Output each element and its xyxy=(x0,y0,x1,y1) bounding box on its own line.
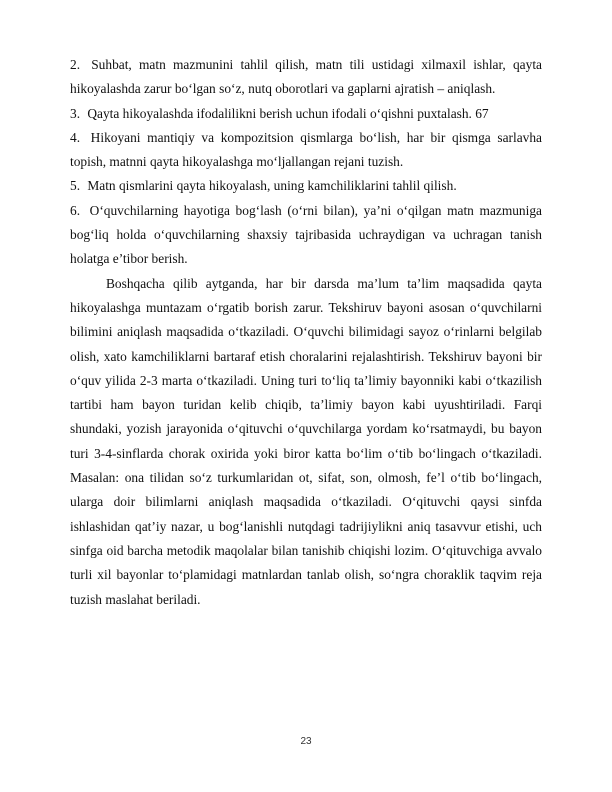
list-text: Suhbat, matn mazmunini tahlil qilish, matn tili ustidagi xilmaxil ishlar, qayta hikoyalashda zarur boʻlgan soʻz, nutq oborotlari va gaplarni ajratish – aniqlash. xyxy=(70,57,542,97)
list-item-6 xyxy=(70,199,542,272)
body-paragraph: Boshqacha qilib aytganda, har bir darsda ma’lum ta’lim maqsadida qayta hikoyalashga muntazam oʻrgatib borish zarur. Tekshiruv bayoni asosan oʻquvchilarni bilimini aniqlash maqsadida oʻtkaziladi. Oʻquvchi bilimidagi sayoz oʻrinlarni belgilab olish, xato kamchiliklarni bartaraf etish choralarini rejalashtirish. Tekshiruv bayoni bir oʻquv yilida 2-3 marta oʻtkaziladi. Uning turi toʻliq ta’limiy bayonniki kabi oʻtkazilish tartibi ham bayon turidan kelib chiqib, ta’limiy bayon kabi uyushtiriladi. Farqi shundaki, yozish jarayonida oʻqituvchi oʻquvchilarga yordam koʻrsatmaydi, bu bayon turi 3-4-sinflarda chorak oxirida yoki biror katta boʻlim oʻtib boʻlingach oʻtkaziladi. Masalan: ona tilidan soʻz turkumlaridan ot, sifat, son, olmosh, fe’l oʻtib boʻlingach, ularga doir bilimlarni aniqlash maqsadida oʻtkaziladi. Oʻqituvchi qaysi sinfda ishlashidan qat’iy nazar, u bogʻlanishli nutqdagi tadrijiylikni aniq tasavvur etishi, uch sinfga oid barcha metodik maqolalar bilan tanishib chiqishi lozim. Oʻqituvchiga avvalo turli xil bayonlar toʻplamidagi matnlardan tanlab olish, soʻngra choraklik taqvim reja tuzish maslahat beriladi. xyxy=(70,275,542,607)
list-number: 5. xyxy=(70,178,81,194)
list-item-3 xyxy=(70,102,542,126)
list-item-4 xyxy=(70,126,542,175)
list-number: 6. xyxy=(70,202,81,218)
list-number: 2. xyxy=(70,57,81,72)
list-text: Qayta hikoyalashda ifodalilikni berish uchun ifodali oʻqishni puxtalash. 67 xyxy=(87,105,489,121)
list-text: Matn qismlarini qayta hikoyalash, uning kamchiliklarini tahlil qilish. xyxy=(87,178,457,194)
page-number: 23 xyxy=(300,736,312,747)
list-item-5 xyxy=(70,174,542,198)
list-number: 3. xyxy=(70,105,81,121)
body-text xyxy=(70,53,542,612)
list-text: Hikoyani mantiqiy va kompozitsion qismlarga boʻlish, har bir qismga sarlavha topish, matnni qayta hikoyalashga moʻljallangan rejani tuzish. xyxy=(70,129,542,170)
list-number: 4. xyxy=(70,129,81,145)
list-item-2 xyxy=(70,53,542,102)
list-text: Oʻquvchilarning hayotiga bogʻlash (oʻrni bilan), ya’ni oʻqilgan matn mazmuniga bogʻliq holda oʻquvchilarning shaxsiy tajribasida uchraydigan va uchragan tanish holatga e’tibor berish. xyxy=(70,202,542,267)
